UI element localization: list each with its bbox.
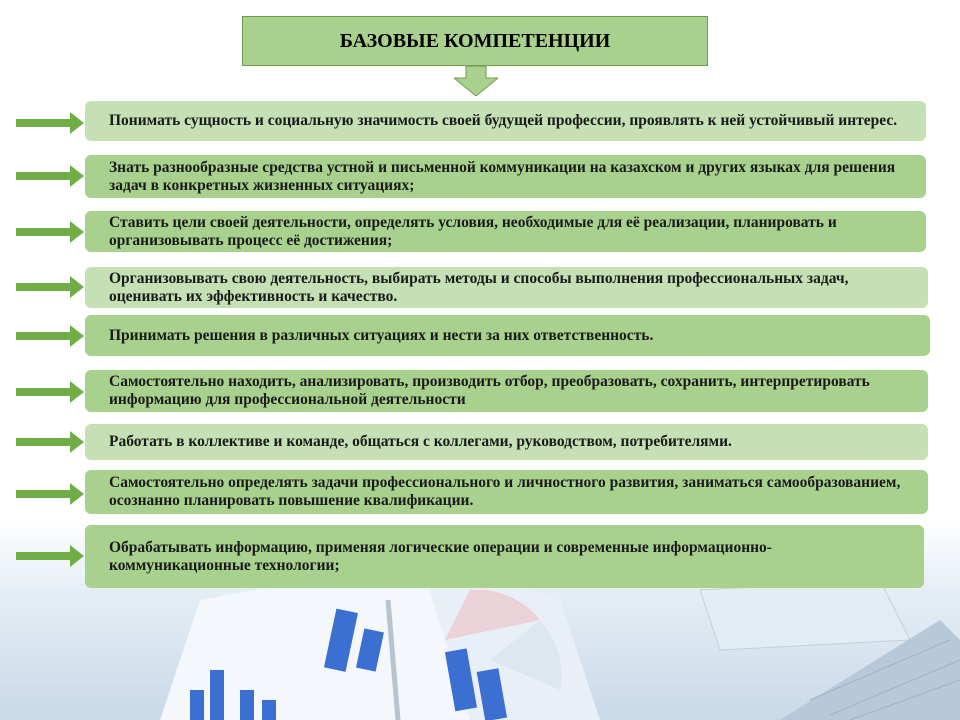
competency-text: Обрабатывать информацию, применяя логические операции и современные информационно-коммуникационные технологии; [109,538,772,574]
competency-text: Ставить цели своей деятельности, определять условия, необходимые для её реализации, планировать и организовывать процесс её достижения; [109,213,837,249]
competency-box [85,155,926,198]
competency-box [85,525,924,588]
right-arrow-icon [16,221,84,243]
right-arrow-icon [16,276,84,298]
right-arrow-icon [16,112,84,134]
right-arrow-icon [16,165,84,187]
right-arrow-icon [16,483,84,505]
competency-box [85,211,926,252]
competency-text: Знать разнообразные средства устной и письменной коммуникации на казахском и других языках для решения задач в конкретных жизненных ситуациях; [109,158,896,194]
competency-box [85,101,926,141]
competency-box [85,267,928,308]
competency-box [85,370,928,412]
competency-text: Принимать решения в различных ситуациях и нести за них ответственность. [109,326,654,344]
competency-box [85,315,930,356]
right-arrow-icon [16,545,84,567]
competency-text: Самостоятельно определять задачи профессионального и личностного развития, заниматься самообразованием, осознанно планировать повышение квалификации. [109,474,901,509]
title-text: БАЗОВЫЕ КОМПЕТЕНЦИИ [339,29,611,52]
right-arrow-icon [16,431,84,453]
competency-text: Самостоятельно находить, анализировать, производить отбор, преобразовать, сохранить, интерпретировать информацию для профессиональной деятельности [109,373,870,408]
competency-text: Работать в коллективе и команде, общаться с коллегами, руководством, потребителями. [109,433,732,450]
competency-text: Понимать сущность и социальную значимость своей будущей профессии, проявлять к ней устойчивый интерес. [109,112,898,129]
right-arrow-icon [16,381,84,403]
competency-box [85,424,928,460]
down-arrow-icon [454,66,498,96]
title-box [242,16,708,66]
competency-box [85,470,928,514]
right-arrow-icon [16,325,84,347]
competency-text: Организовывать свою деятельность, выбирать методы и способы выполнения профессиональных задач, оценивать их эффективность и качество. [109,269,849,305]
